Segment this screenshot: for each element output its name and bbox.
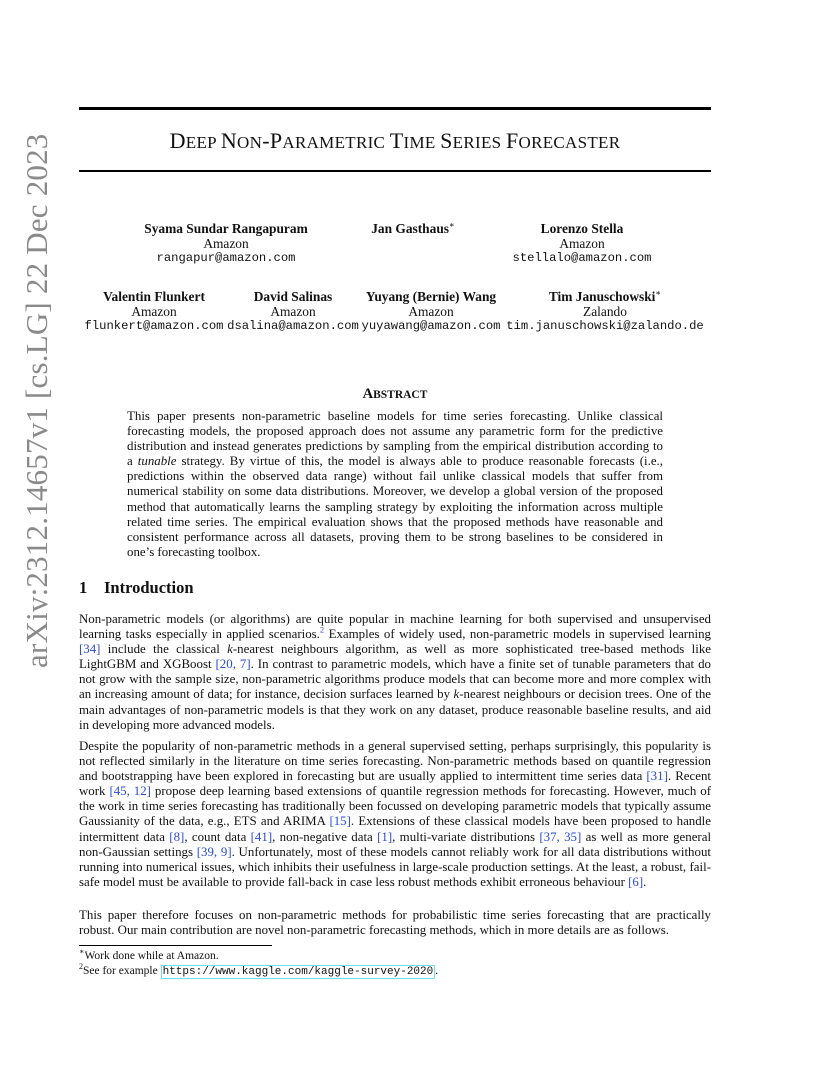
- text-run: . Recent work: [79, 769, 711, 799]
- section-number: 1: [79, 578, 88, 597]
- author-name: Syama Sundar Rangapuram: [144, 221, 308, 236]
- text-run: k: [227, 642, 233, 657]
- text-run: , multi-variate distributions: [392, 829, 540, 844]
- author-block: [513, 221, 652, 266]
- section-heading: [79, 578, 194, 598]
- citation-link[interactable]: [34]: [79, 642, 101, 657]
- footnote: $^2$See for example https://www.kaggle.com/kaggle-survey-2020 .: [79, 962, 439, 978]
- author-name: Tim Januschowski: [548, 289, 656, 304]
- author-email: tim.januschowski@zalando.de: [506, 319, 704, 333]
- section-title: Introduction: [104, 578, 194, 597]
- author-affiliation: Amazon: [131, 304, 177, 319]
- text-run: strategy. By virtue of this, the model is always able to produce reasonable forecasts (i.e., predictions within the observed data range) without fail unlike classical models that suffer from numerical stability on some data distributions. Moreover, we develop a global version of the proposed method that automatically learns the sampling strategy by exploiting the information across multiple related time series. The empirical evaluation shows that the proposed methods have reasonable and consistent performance across all datasets, proving them to be strong baselines to be considered in one’s forecasting toolbox.: [127, 454, 663, 559]
- text-run: , count data: [184, 829, 251, 844]
- author-block: [362, 289, 501, 334]
- author-affiliation: Amazon: [559, 236, 605, 251]
- text-run: k: [453, 687, 460, 702]
- footnote-rule: [79, 945, 272, 946]
- citation-link[interactable]: [31]: [646, 769, 668, 784]
- author-affiliation: Amazon: [408, 304, 454, 319]
- citation-link[interactable]: [37, 35]: [539, 829, 582, 844]
- author-footnote-mark: ∗: [449, 219, 455, 230]
- citation-link[interactable]: [39, 9]: [196, 844, 232, 859]
- author-affiliation: Zalando: [583, 304, 627, 319]
- footnote: ∗Work done while at Amazon.: [79, 947, 219, 962]
- citation-link[interactable]: [1]: [377, 829, 393, 844]
- author-affiliation: Amazon: [270, 304, 316, 319]
- body-paragraph: [79, 908, 711, 938]
- text-run: tunable: [137, 454, 177, 469]
- title-top-rule: [79, 107, 711, 110]
- text-run: Examples of widely used, non-parametric models in supervised learning: [324, 627, 712, 642]
- author-affiliation: Amazon: [203, 236, 249, 251]
- citation-link[interactable]: [45, 12]: [109, 784, 151, 799]
- text-run: . Unfortunately, most of these models cannot reliably work for all data distributions without running into numerical issues, which inhibits their usefulness in large-scale production settings. At the least, a robust, fail-safe model must be available to provide fall-back in case less robust methods exhibit erroneous behaviour: [79, 844, 711, 889]
- author-name: Jan Gasthaus: [371, 221, 449, 236]
- text-run: , non-negative data: [272, 829, 378, 844]
- author-email: rangapur@amazon.com: [156, 251, 296, 265]
- text-run: . In contrast to parametric models, which have a finite set of tunable parameters that do not grow with the sample size, non-parametric algorithms produce models that can become more and more complex with an increasing amount of data; for instance, decision surfaces learned by: [79, 657, 711, 702]
- text-run: This paper therefore focuses on non-parametric methods for probabilistic time series forecasting that are practically robust. Our main contribution are novel non-parametric forecasting methods, which in more details are as follows.: [79, 908, 711, 938]
- citation-link[interactable]: [6]: [628, 874, 644, 889]
- abstract-text: [127, 409, 663, 560]
- author-block: [227, 289, 359, 334]
- author-name: Valentin Flunkert: [103, 289, 205, 304]
- text-run: This paper presents non-parametric baseline models for time series forecasting. Unlike classical forecasting models, the proposed approach does not assume any parametric form for the predictive distribution and instead generates predictions by sampling from the empirical distribution according to a: [127, 409, 663, 469]
- text-run: include the classical: [100, 642, 228, 657]
- citation-link[interactable]: [15]: [329, 814, 351, 829]
- text-run: -nearest neighbours or decision trees. One of the main advantages of non-parametric models is that they work on any dataset, produce reasonable baseline results, and aid in developing more advanced models.: [79, 687, 711, 732]
- text-run: . Extensions of these classical models have been proposed to handle intermittent data: [79, 814, 711, 844]
- author-name: Yuyang (Bernie) Wang: [365, 289, 497, 304]
- text-run: as well as more general non-Gaussian settings: [79, 829, 712, 859]
- arxiv-stamp: arXiv:2312.14657v1 [cs.LG] 22 Dec 2023: [19, 133, 54, 668]
- body-paragraph: [79, 612, 711, 733]
- body-paragraph: [79, 739, 711, 890]
- author-name: Lorenzo Stella: [540, 221, 624, 236]
- author-block: [144, 221, 307, 266]
- text-run: Despite the popularity of non-parametric methods in a general supervised setting, perhaps surprisingly, this popularity is not reflected similarly in the literature on time series forecasting. Non-parametric methods based on quantile regression and bootstrapping have been explored in forecasting but are usually applied to intermittent time series data: [79, 739, 711, 784]
- text-run: propose deep learning based extensions of quantile regression methods for forecasting. However, much of the work in time series forecasting has traditionally been focussed on developing parametric models that typically assume Gaussianity of the data, e.g., ETS and ARIMA: [79, 784, 711, 829]
- author-email: flunkert@amazon.com: [84, 319, 224, 333]
- citation-link[interactable]: [20, 7]: [215, 657, 251, 672]
- footnote-link[interactable]: https://www.kaggle.com/kaggle-survey-2020: [162, 966, 434, 978]
- text-run: -nearest neighbours algorithm, as well as more sophisticated tree-based methods like LightGBM and XGBoost: [79, 642, 711, 672]
- citation-link[interactable]: 2: [319, 624, 325, 635]
- abstract-heading: ABSTRACT: [362, 386, 428, 402]
- citation-link[interactable]: [8]: [169, 829, 185, 844]
- paper-title: DEEP NON-PARAMETRIC TIME SERIES FORECASTER: [169, 128, 621, 153]
- text-run: Non-parametric models (or algorithms) are quite popular in machine learning for both supervised and unsupervised learning tasks especially in applied scenarios.: [79, 612, 711, 642]
- citation-link[interactable]: [41]: [250, 829, 273, 844]
- author-email: dsalina@amazon.com: [227, 319, 359, 333]
- author-email: yuyawang@amazon.com: [361, 319, 501, 333]
- text-run: .: [643, 874, 647, 889]
- author-name: David Salinas: [253, 289, 333, 304]
- author-block: [506, 289, 703, 334]
- author-block: [85, 289, 224, 334]
- author-email: stellalo@amazon.com: [512, 251, 652, 265]
- author-block: [371, 221, 455, 236]
- author-footnote-mark: ∗: [655, 287, 662, 298]
- title-bottom-rule: [79, 170, 711, 172]
